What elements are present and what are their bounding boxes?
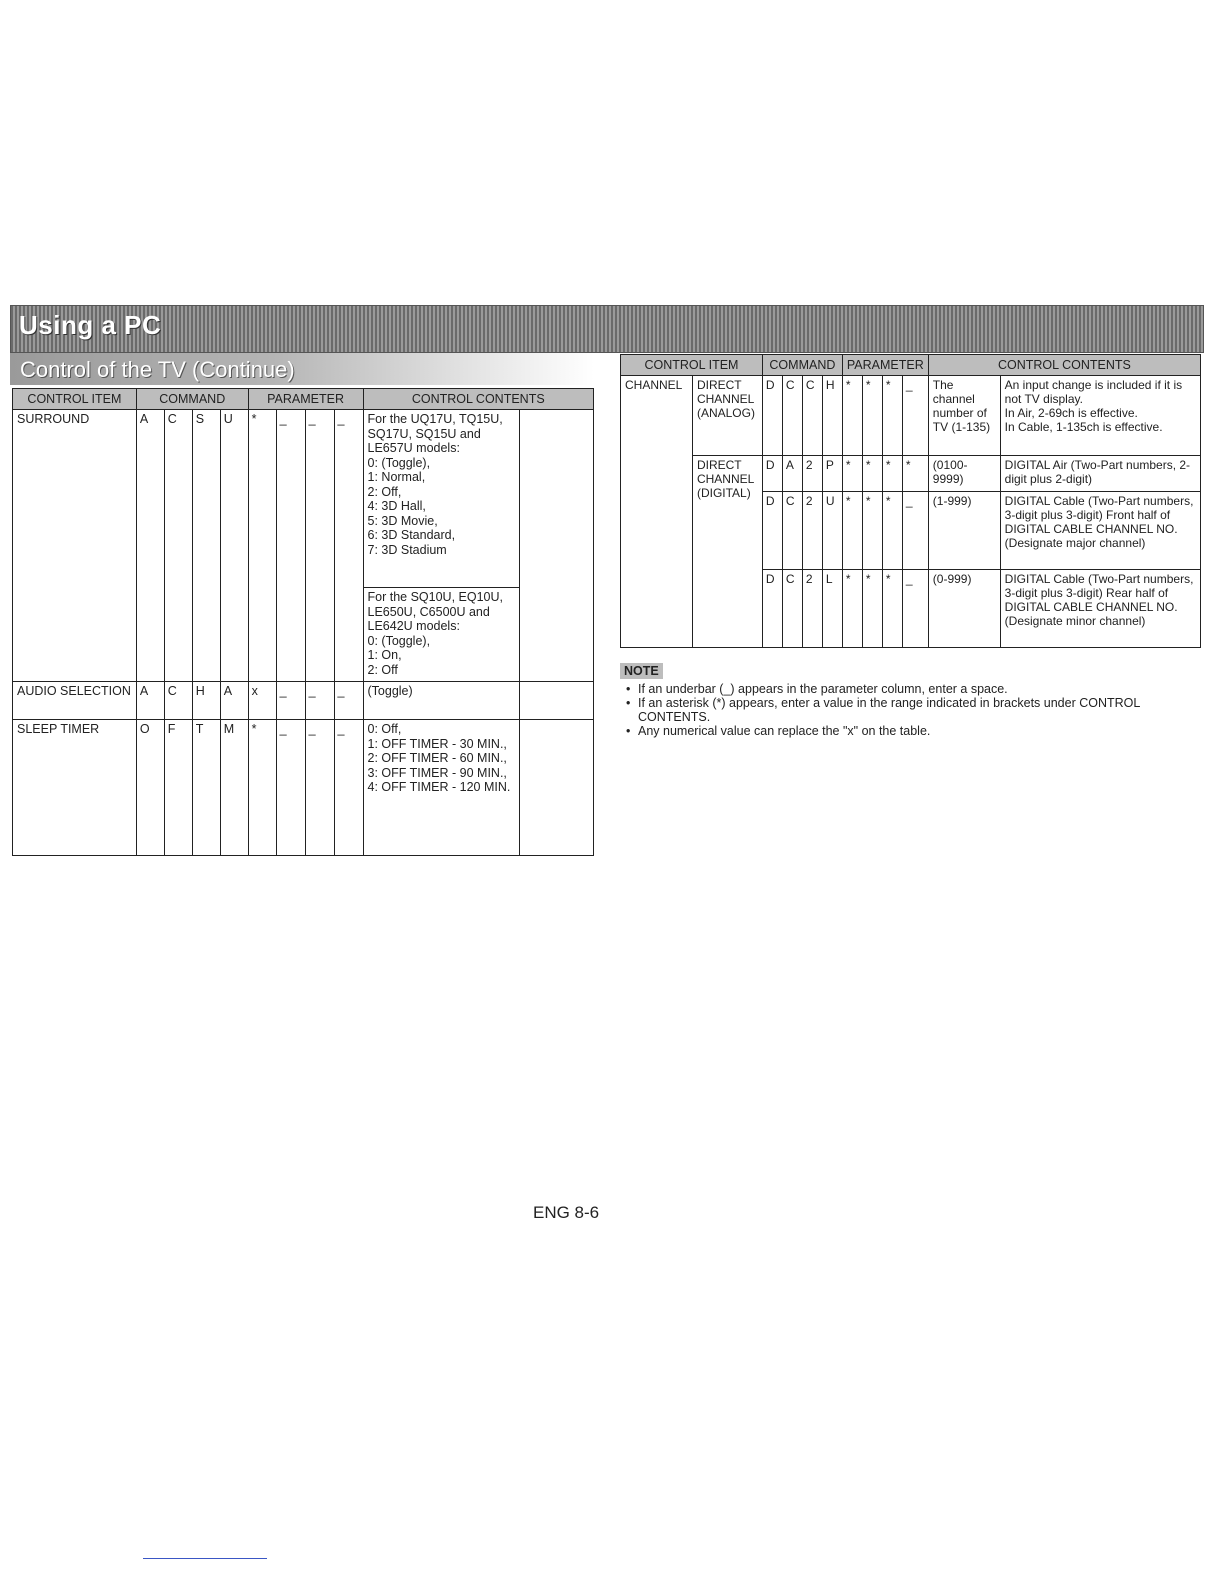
parameter-char: _: [305, 720, 334, 856]
command-char: T: [192, 720, 220, 856]
row-contents: DIGITAL Cable (Two-Part numbers, 3-digit plus 3-digit) Front half of DIGITAL CABLE CHANNEL NO. (Designate major channel): [1000, 492, 1200, 570]
command-char: A: [136, 682, 164, 720]
command-char: P: [822, 456, 842, 492]
table-row: [621, 376, 1201, 456]
header-command: COMMAND: [136, 389, 248, 410]
command-char: D: [762, 570, 782, 648]
row-subitem: DIRECT CHANNEL (ANALOG): [692, 376, 762, 456]
note-item: • If an underbar (_) appears in the parameter column, enter a space.: [624, 682, 1200, 696]
row-item: AUDIO SELECTION: [13, 682, 137, 720]
parameter-char: _: [276, 682, 305, 720]
parameter-char: *: [248, 720, 276, 856]
section-banner: [10, 305, 1204, 353]
command-char: D: [762, 492, 782, 570]
note-item: • If an asterisk (*) appears, enter a value in the range indicated in brackets under CONTROL CONTENTS.: [624, 696, 1200, 724]
command-char: O: [136, 720, 164, 856]
parameter-char: *: [842, 492, 862, 570]
parameter-char: *: [862, 376, 882, 456]
parameter-char: *: [862, 456, 882, 492]
command-char: 2: [802, 456, 822, 492]
parameter-char: x: [248, 682, 276, 720]
table-row: [13, 682, 594, 720]
parameter-char: _: [902, 376, 928, 456]
table-row: [13, 410, 594, 588]
parameter-char: *: [882, 492, 902, 570]
header-control-item: CONTROL ITEM: [621, 355, 763, 376]
parameter-char: *: [842, 376, 862, 456]
note-label: NOTE: [620, 663, 663, 679]
header-control-item: CONTROL ITEM: [13, 389, 137, 410]
command-char: H: [822, 376, 842, 456]
table-header-row: [13, 389, 594, 410]
command-char: 2: [802, 570, 822, 648]
command-char: A: [136, 410, 164, 682]
header-parameter: PARAMETER: [842, 355, 928, 376]
table-row: [621, 456, 1201, 492]
parameter-char: *: [842, 570, 862, 648]
parameter-char: _: [902, 570, 928, 648]
row-contents: (Toggle): [363, 682, 520, 720]
empty-cell: [520, 410, 594, 682]
command-char: H: [192, 682, 220, 720]
parameter-char: _: [334, 410, 363, 682]
command-char: D: [762, 376, 782, 456]
row-range: The channel number of TV (1-135): [928, 376, 1000, 456]
section-title: Using a PC: [19, 310, 162, 340]
table-row: [13, 720, 594, 856]
row-range: (0-999): [928, 570, 1000, 648]
row-subitem: DIRECT CHANNEL (DIGITAL): [692, 456, 762, 648]
command-char: S: [192, 410, 220, 682]
parameter-char: _: [305, 410, 334, 682]
parameter-char: _: [305, 682, 334, 720]
row-contents: DIGITAL Air (Two-Part numbers, 2-digit plus 2-digit): [1000, 456, 1200, 492]
header-control-contents: CONTROL CONTENTS: [928, 355, 1200, 376]
command-char: C: [782, 570, 802, 648]
parameter-char: *: [842, 456, 862, 492]
subsection-bar: [10, 353, 594, 385]
header-command: COMMAND: [762, 355, 842, 376]
row-contents: For the SQ10U, EQ10U, LE650U, C6500U and LE642U models: 0: (Toggle), 1: On, 2: Off: [363, 588, 520, 682]
command-char: C: [782, 376, 802, 456]
right-command-table: [620, 354, 1201, 648]
command-char: A: [220, 682, 248, 720]
command-char: A: [782, 456, 802, 492]
row-contents: For the UQ17U, TQ15U, SQ17U, SQ15U and LE657U models: 0: (Toggle), 1: Normal, 2: Off, 4: 3D Hall, 5: 3D Movie, 6: 3D Standard, 7: 3D Stadium: [363, 410, 520, 588]
parameter-char: _: [276, 410, 305, 682]
row-contents: DIGITAL Cable (Two-Part numbers, 3-digit plus 3-digit) Rear half of DIGITAL CABLE CHANNEL NO. (Designate minor channel): [1000, 570, 1200, 648]
parameter-char: _: [334, 720, 363, 856]
command-char: L: [822, 570, 842, 648]
parameter-char: *: [902, 456, 928, 492]
row-item: SLEEP TIMER: [13, 720, 137, 856]
command-char: C: [164, 682, 192, 720]
header-parameter: PARAMETER: [248, 389, 363, 410]
row-range: (0100-9999): [928, 456, 1000, 492]
row-contents: 0: Off, 1: OFF TIMER - 30 MIN., 2: OFF TIMER - 60 MIN., 3: OFF TIMER - 90 MIN., 4: OFF TIMER - 120 MIN.: [363, 720, 520, 856]
parameter-char: *: [248, 410, 276, 682]
command-char: F: [164, 720, 192, 856]
table-header-row: [621, 355, 1201, 376]
footer-rule: [143, 1558, 267, 1559]
empty-cell: [520, 720, 594, 856]
row-item: SURROUND: [13, 410, 137, 682]
parameter-char: _: [902, 492, 928, 570]
parameter-char: *: [882, 376, 902, 456]
parameter-char: *: [882, 456, 902, 492]
command-char: C: [802, 376, 822, 456]
subsection-title: Control of the TV (Continue): [20, 357, 295, 382]
note-list: [624, 682, 1200, 738]
parameter-char: *: [882, 570, 902, 648]
command-char: U: [822, 492, 842, 570]
parameter-char: *: [862, 570, 882, 648]
parameter-char: _: [334, 682, 363, 720]
left-command-table: [12, 388, 594, 856]
empty-cell: [520, 682, 594, 720]
command-char: 2: [802, 492, 822, 570]
command-char: D: [762, 456, 782, 492]
row-contents: An input change is included if it is not TV display. In Air, 2-69ch is effective. In Cable, 1-135ch is effective.: [1000, 376, 1200, 456]
row-item: CHANNEL: [621, 376, 693, 648]
command-char: C: [164, 410, 192, 682]
command-char: M: [220, 720, 248, 856]
note-item: • Any numerical value can replace the "x" on the table.: [624, 724, 1200, 738]
command-char: U: [220, 410, 248, 682]
parameter-char: _: [276, 720, 305, 856]
header-control-contents: CONTROL CONTENTS: [363, 389, 593, 410]
page-number: ENG 8-6: [533, 1203, 600, 1222]
parameter-char: *: [862, 492, 882, 570]
command-char: C: [782, 492, 802, 570]
row-range: (1-999): [928, 492, 1000, 570]
